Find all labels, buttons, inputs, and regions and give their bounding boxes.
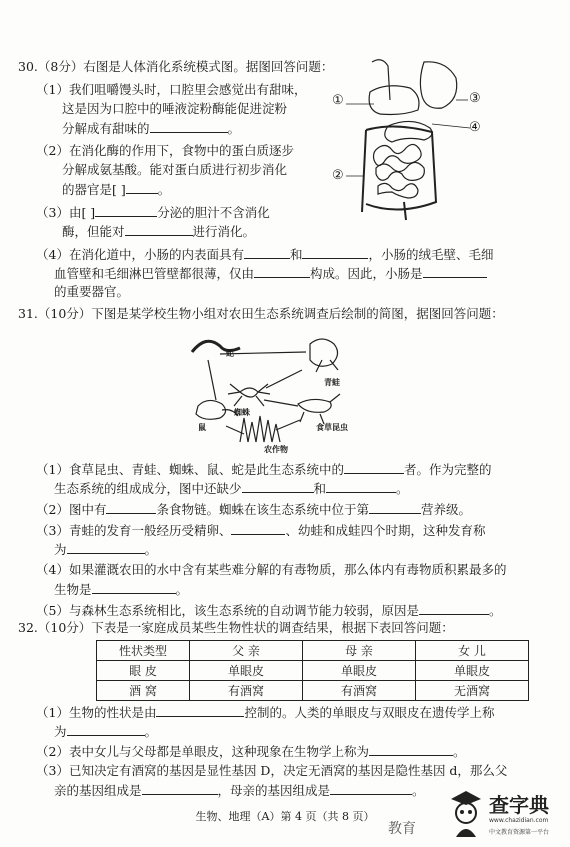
- answer-blank[interactable]: [369, 501, 421, 514]
- answer-blank[interactable]: [302, 246, 368, 259]
- q32-s1-line1: [36, 704, 494, 721]
- q31-s3-text3: 为: [54, 542, 67, 557]
- q31-s3-text: （3）青蛙的发育一般经历受精卵、: [36, 523, 232, 538]
- q30-s3-line2: [62, 223, 255, 240]
- chazidian-logo: [445, 785, 565, 843]
- answer-blank[interactable]: [330, 782, 412, 795]
- q31-s1-line2: [54, 480, 409, 497]
- table-header-row: [97, 641, 529, 661]
- mouse-label: 鼠: [198, 422, 206, 432]
- q31-s1-text4: 和: [313, 481, 327, 496]
- q32-s2-line: [36, 743, 465, 760]
- q32-s3-text3: 。: [412, 783, 425, 798]
- q30-s3-text3: 酶，但能对: [62, 224, 125, 239]
- q32-s3-line2: [54, 782, 425, 799]
- q32-s1-line2: [54, 723, 157, 740]
- q31-heading: 31.（10分）下图是某学校生物小组对农田生态系统调查后绘制的简图，据图回答问题：: [18, 306, 504, 321]
- spider-label: 蜘蛛: [234, 407, 250, 417]
- logo-url: www.chazidian.com: [489, 817, 549, 824]
- q31-s3-text4: 。: [144, 542, 158, 557]
- marker-1: ①: [332, 93, 344, 108]
- insect-label: 食草昆虫: [316, 422, 348, 432]
- table-row: [97, 661, 529, 681]
- table-cell: 有酒窝: [190, 681, 303, 701]
- marker-4: ④: [469, 120, 481, 135]
- marker-3: ③: [469, 91, 481, 106]
- q32-s1-text2: 控制的。人类的单眼皮与双眼皮在遗传学上称: [244, 705, 495, 720]
- q32-s3-text2: ，母亲的基因组成是: [217, 783, 331, 798]
- table-cell: 有酒窝: [303, 681, 416, 701]
- q30-s2-line1: （2）在消化酶的作用下，食物中的蛋白质逐步: [36, 143, 294, 158]
- q30-s1-line1: （1）我们咀嚼馒头时，口腔里会感觉出有甜味，: [36, 82, 307, 97]
- q31-s1-text5: 。: [396, 481, 409, 496]
- q31-s4-line2: [54, 581, 188, 598]
- answer-blank[interactable]: [106, 501, 156, 514]
- q30-s4-text4: 血管壁和毛细淋巴管壁都很薄，仅由: [54, 266, 255, 281]
- q31-s4-text2: 。: [175, 582, 189, 597]
- q32-s2-text2: 。: [452, 744, 466, 759]
- q30-s1-line3: 分解成有甜味的 。: [62, 121, 241, 136]
- q32-s1-text4: 。: [144, 724, 158, 739]
- answer-blank[interactable]: [231, 522, 285, 535]
- q30-s4-line2: [54, 265, 487, 282]
- table-cell: 无酒窝: [416, 681, 529, 701]
- q30-s3-text4: 进行消化。: [192, 224, 256, 239]
- answer-blank[interactable]: [326, 480, 396, 493]
- q31-s2-text2: 条食物链。蜘蛛在该生态系统中位于第: [156, 502, 369, 517]
- table-cell: 单眼皮: [416, 661, 529, 681]
- q30-s3-text: （3）由[ ]: [36, 205, 96, 220]
- q30-s4-text: （4）在消化道中，小肠的内表面具有: [36, 247, 244, 262]
- answer-blank[interactable]: [95, 204, 157, 217]
- q31-s5-line: [36, 602, 501, 619]
- answer-blank[interactable]: [369, 743, 453, 756]
- q30-s1-text: 分解成有甜味的: [62, 121, 150, 136]
- answer-blank[interactable]: [254, 265, 310, 278]
- q30-s4-line1: [36, 246, 494, 263]
- q32-heading: 32.（10分）下表是一家庭成员某些生物性状的调查结果，根据下表回答问题：: [18, 620, 454, 635]
- q31-s5-text2: 。: [488, 603, 502, 618]
- q31-s2-text3: 营养级。: [420, 502, 471, 517]
- q31-s4-text: 生物是: [54, 582, 92, 597]
- q32-s3-text: 亲的基因组成是: [54, 783, 142, 798]
- page-footer: 生物、地理（A）第 4 页（共 8 页）: [195, 810, 375, 823]
- table-cell: 性状类型: [97, 641, 190, 661]
- q31-s3-line2: [54, 541, 157, 558]
- table-cell: 单眼皮: [303, 661, 416, 681]
- answer-blank[interactable]: [142, 782, 218, 795]
- q30-s2-line2: 分解成氨基酸。能对蛋白质进行初步消化: [62, 162, 288, 177]
- crop-label: 农作物: [264, 444, 288, 454]
- answer-blank[interactable]: [92, 581, 176, 594]
- table-cell: 女 儿: [416, 641, 529, 661]
- q30-s3-text2: 分泌的胆汁不含消化: [157, 205, 270, 220]
- answer-blank[interactable]: [150, 120, 228, 133]
- watermark-text: 教育: [388, 821, 416, 837]
- answer-blank[interactable]: [344, 461, 404, 474]
- digestive-system-diagram: [332, 52, 492, 222]
- q32-s2-text: （2）表中女儿与父母都是单眼皮，这种现象在生物学上称为: [36, 744, 369, 759]
- frog-label: 青蛙: [324, 377, 340, 387]
- table-row: [97, 681, 529, 701]
- q30-s4-text3: ，小肠的绒毛壁、毛细: [368, 247, 494, 262]
- mascot-icon: [447, 787, 485, 839]
- logo-subtitle: 中文教育资源第一平台: [489, 829, 550, 836]
- q31-s1-text3: 生态系统的组成成分，图中还缺少: [54, 481, 242, 496]
- answer-blank[interactable]: [67, 723, 145, 736]
- answer-blank[interactable]: [242, 480, 314, 493]
- q31-s1-text2: 者。作为完整的: [403, 462, 492, 477]
- answer-blank[interactable]: [126, 181, 158, 194]
- answer-blank[interactable]: [125, 223, 193, 236]
- answer-blank[interactable]: [67, 541, 145, 554]
- q31-s2-line: [36, 501, 471, 518]
- q30-s2-line3: 的器官是[ ] 。: [62, 182, 171, 197]
- table-cell: 父 亲: [190, 641, 303, 661]
- answer-blank[interactable]: [244, 246, 290, 259]
- q30-s1-line2: 这是因为口腔中的唾液淀粉酶能促进淀粉: [62, 101, 288, 116]
- q31-s2-text: （2）图中有: [36, 502, 107, 517]
- q32-s1-text: （1）生物的性状是由: [36, 705, 157, 720]
- q31-s1-line1: [36, 461, 491, 478]
- q31-s3-line1: [36, 522, 485, 539]
- q31-s4-line1: （4）如果灌溉农田的水中含有某些难分解的有毒物质，那么体内有毒物质积累最多的: [36, 562, 507, 577]
- q31-s5-text: （5）与森林生态系统相比，该生态系统的自动调节能力较弱，原因是: [36, 603, 419, 618]
- trait-survey-table: [96, 640, 529, 701]
- q30-heading: 30.（8分）右图是人体消化系统模式图。据图回答问题：: [18, 59, 334, 74]
- table-cell: 酒 窝: [97, 681, 190, 701]
- marker-2: ②: [332, 168, 344, 183]
- answer-blank[interactable]: [423, 265, 487, 278]
- q32-s3-line1: （3）已知决定有酒窝的基因是显性基因 D，决定无酒窝的基因是隐性基因 d，那么父: [36, 763, 508, 778]
- answer-blank[interactable]: [156, 704, 244, 717]
- q32-s1-text3: 为: [54, 724, 67, 739]
- q31-s1-text: （1）食草昆虫、青蛙、蜘蛛、鼠、蛇是此生态系统中的: [36, 462, 344, 477]
- q31-s3-text2: 、幼蛙和成蛙四个时期，这种发育称: [285, 523, 486, 538]
- q30-s3-line1: [36, 204, 270, 221]
- answer-blank[interactable]: [419, 602, 489, 615]
- snake-label: 蛇: [226, 348, 234, 358]
- q30-s4-text2: 和: [289, 247, 303, 262]
- q30-s4-text5: 构成。因此，小肠是: [310, 266, 423, 281]
- table-cell: 眼 皮: [97, 661, 190, 681]
- logo-brand: 查字典: [489, 793, 549, 817]
- q30-s4-line3: 的重要器官。: [54, 284, 130, 299]
- q30-s2-text: 的器官是[ ]: [62, 182, 126, 197]
- table-cell: 母 亲: [303, 641, 416, 661]
- table-cell: 单眼皮: [190, 661, 303, 681]
